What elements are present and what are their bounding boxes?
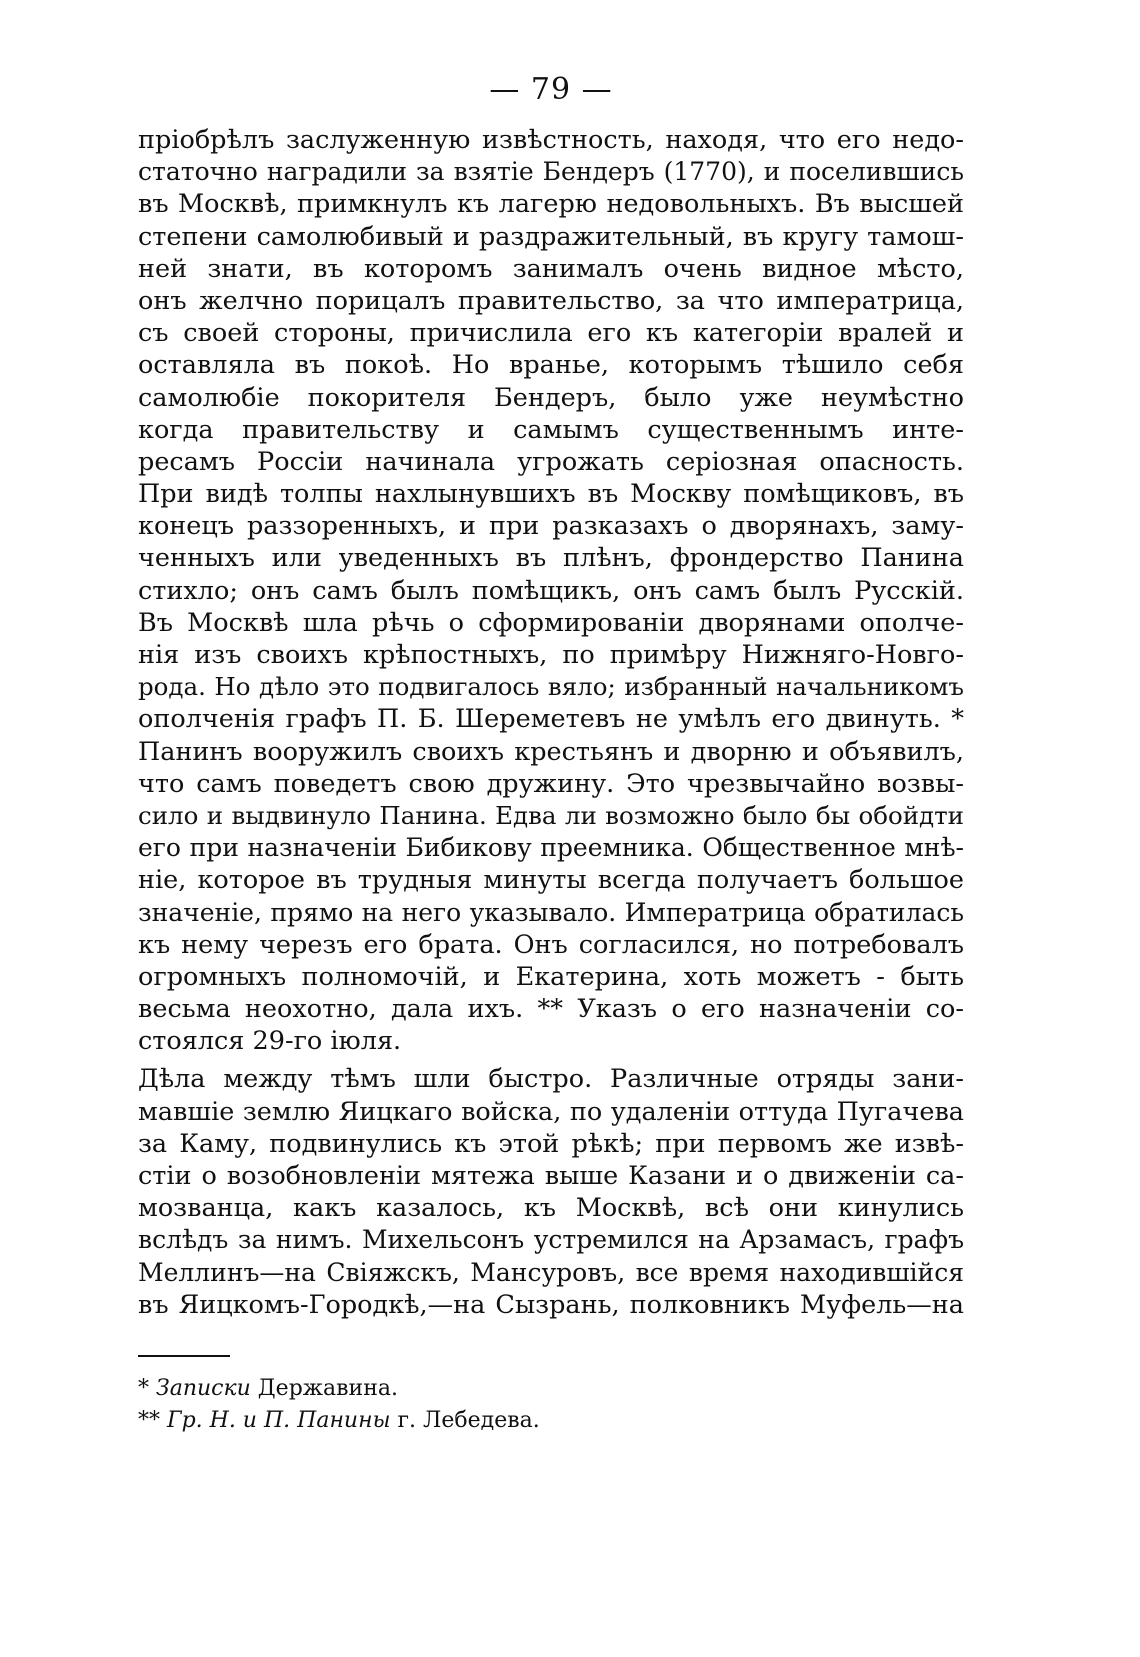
text-line: огромныхъ полномочій, и Екатерина, хоть можетъ - быть xyxy=(138,961,964,992)
text-line: конецъ раззоренныхъ, и при разказахъ о дворянахъ, заму- xyxy=(138,511,964,542)
footnote-italic: Записки xyxy=(156,1375,251,1401)
text-line: мозванца, какъ казалось, къ Москвѣ, всѣ они кинулись xyxy=(138,1193,964,1224)
text-line: степени самолюбивый и раздражительный, въ кругу тамош- xyxy=(138,221,964,252)
book-page xyxy=(138,70,964,1630)
text-line: пріобрѣлъ заслуженную извѣстность, находя, что его недо- xyxy=(138,125,964,155)
text-line: въ Яицкомъ-Городкѣ,—на Сызрань, полковникъ Муфель—на xyxy=(138,1289,964,1320)
text-line: При видѣ толпы нахлынувшихъ въ Москву помѣщиковъ, въ xyxy=(138,479,964,510)
text-line: Меллинъ—на Свіяжскъ, Мансуровъ, все время находившійся xyxy=(138,1257,964,1287)
text-line: Панинъ вооружилъ своихъ крестьянъ и дворню и объявилъ, xyxy=(138,736,964,767)
text-line: вслѣдъ за нимъ. Михельсонъ устремился на Арзамасъ, графъ xyxy=(138,1225,964,1255)
footnote-text: Державина. xyxy=(257,1375,398,1401)
footnote-marker: ** xyxy=(138,1407,160,1433)
text-line: съ своей стороны, причислила его къ категоріи вралей и xyxy=(138,318,964,349)
text-line: онъ желчно порицалъ правительство, за что императрица, xyxy=(138,285,964,316)
page-number: — 79 — xyxy=(489,72,613,107)
text-line: нія изъ своихъ крѣпостныхъ, по примѣру Нижняго-Новго- xyxy=(138,640,964,670)
text-line: рода. Но дѣло это подвигалось вяло; избранный начальникомъ xyxy=(138,672,964,702)
text-line: сило и выдвинуло Панина. Едва ли возможно было бы обойдти xyxy=(138,800,964,830)
text-line: Въ Москвѣ шла рѣчь о сформированіи дворянами ополче- xyxy=(138,607,964,638)
text-line: за Каму, подвинулись къ этой рѣкѣ; при первомъ же извѣ- xyxy=(138,1128,964,1159)
text-line: мавшіе землю Яицкаго войска, по удаленіи оттуда Пугачева xyxy=(138,1096,964,1127)
footnote-1 xyxy=(138,1373,964,1405)
footnote-divider xyxy=(138,1355,230,1357)
footnote-marker: * xyxy=(138,1375,149,1401)
text-line: значеніе, прямо на него указывало. Императрица обратилась xyxy=(138,897,964,927)
text-line: стоялся 29-го іюля. xyxy=(138,1026,402,1057)
text-line: къ нему черезъ его брата. Онъ согласился, но потребовалъ xyxy=(138,929,964,960)
text-line: оставляла въ покоѣ. Но вранье, которымъ тѣшило себя xyxy=(138,350,964,381)
text-line: стіи о возобновленіи мятежа выше Казани и о движеніи са- xyxy=(138,1161,964,1191)
text-line: когда правительству и самымъ существеннымъ инте- xyxy=(138,414,964,445)
paragraph-2 xyxy=(138,1063,964,1321)
text-line: статочно наградили за взятіе Бендеръ (1770), и поселившись xyxy=(138,157,964,187)
text-line: его при назначеніи Бибикову преемника. Общественное мнѣ- xyxy=(138,833,964,863)
footnote-italic: Гр. Н. и П. Панины xyxy=(167,1407,391,1433)
text-line: ченныхъ или уведенныхъ въ плѣнъ, фрондерство Панина xyxy=(138,543,964,574)
text-line: въ Москвѣ, примкнулъ къ лагерю недовольныхъ. Въ высшей xyxy=(138,189,964,220)
text-line: ніе, которое въ трудныя минуты всегда получаетъ большое xyxy=(138,865,964,896)
text-line: стихло; онъ самъ былъ помѣщикъ, онъ самъ былъ Русскій. xyxy=(138,575,964,606)
text-line: что самъ поведетъ свою дружину. Это чрезвычайно возвы- xyxy=(138,768,964,799)
footnote-2 xyxy=(138,1405,964,1437)
text-line: самолюбіе покорителя Бендеръ, было уже неумѣстно xyxy=(138,382,964,413)
text-line: ополченія графъ П. Б. Шереметевъ не умѣлъ его двинуть. * xyxy=(138,704,964,735)
text-line: весьма неохотно, дала ихъ. ** Указъ о его назначеніи со- xyxy=(138,994,964,1025)
text-line: ресамъ Россіи начинала угрожать серіозная опасность. xyxy=(138,446,964,477)
text-line: Дѣла между тѣмъ шли быстро. Различные отряды зани- xyxy=(138,1064,964,1095)
paragraph-1 xyxy=(138,124,964,1057)
footnote-text: г. Лебедева. xyxy=(397,1407,540,1433)
text-line: ней знати, въ которомъ занималъ очень видное мѣсто, xyxy=(138,253,964,284)
